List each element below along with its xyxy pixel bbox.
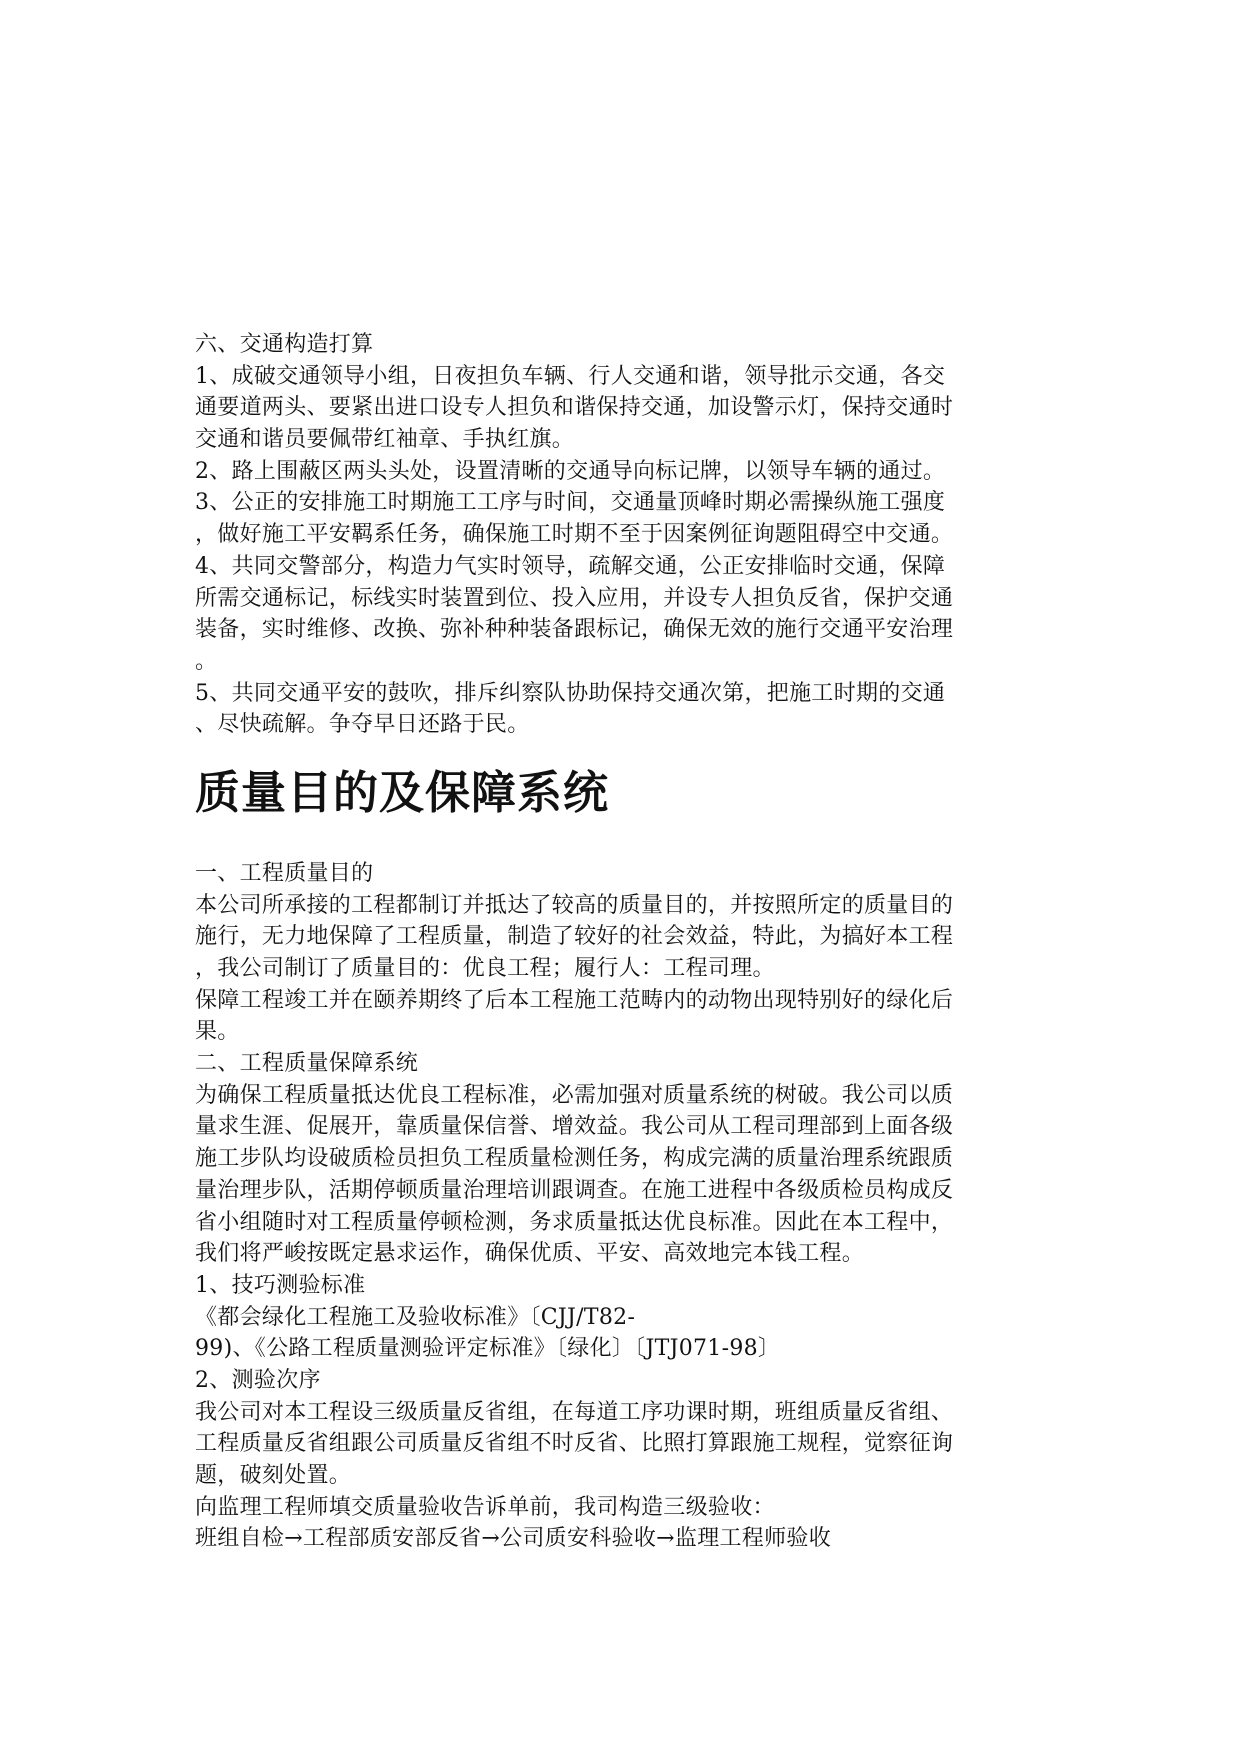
paragraph-line: 为确保工程质量抵达优良工程标准，必需加强对质量系统的树破。我公司以质 [195,1082,954,1108]
section-title: 一、工程质量目的 [195,860,374,886]
traffic-section [195,329,1055,741]
paragraph-line: ，我公司制订了质量目的：优良工程；履行人：工程司理。 [195,956,775,981]
paragraph-line: ，做好施工平安羁系任务，确保施工时期不至于因案例征询题阻碍空中交通。 [195,522,954,548]
paragraph-line: 1、成破交通领导小组，日夜担负车辆、行人交通和谐，领导批示交通，各交 [195,363,946,389]
paragraph-line: 量治理步队，活期停顿质量治理培训跟调查。在施工进程中各级质检员构成反 [195,1177,954,1203]
paragraph-line: 、尽快疏解。争夺早日还路于民。 [195,712,530,738]
paragraph-line: 工程质量反省组跟公司质量反省组不时反省、比照打算跟施工规程，觉察征询 [195,1431,954,1457]
paragraph-line: 5、共同交通平安的鼓吹，排斥纠察队协助保持交通次第，把施工时期的交通 [195,680,946,706]
page-heading: 质量目的及保障系统 [195,765,610,819]
subsection-title: 1、技巧测验标准 [195,1272,366,1298]
section-title: 六、交通构造打算 [195,332,374,357]
paragraph-line: 题，破刻处置。 [195,1463,352,1488]
document-content [195,329,1055,1555]
paragraph-line: 3、公正的安排施工时期施工工序与时间，交通量顶峰时期必需操纵施工强度 [195,490,946,516]
quality-section [195,858,1055,1555]
paragraph-line: 我们将严峻按既定悬求运作，确保优质、平安、高效地完本钱工程。 [195,1241,865,1267]
paragraph-line: 施行，无力地保障了工程质量，制造了较好的社会效益，特此，为搞好本工程 [195,924,954,950]
paragraph-line: 。 [195,648,218,674]
paragraph-line: 4、共同交警部分，构造力气实时领导，疏解交通，公正安排临时交通，保障 [195,553,946,579]
paragraph-line: 所需交通标记，标线实时装置到位、投入应用，并设专人担负反省，保护交通 [195,585,954,611]
paragraph-line: 施工步队均设破质检员担负工程质量检测任务，构成完满的质量治理系统跟质 [195,1146,954,1172]
paragraph-line: 本公司所承接的工程都制订并抵达了较高的质量目的，并按照所定的质量目的 [195,892,954,918]
paragraph-line: 2、路上围蔽区两头头处，设置清晰的交通导向标记牌，以领导车辆的通过。 [195,458,946,484]
section-title: 二、工程质量保障系统 [195,1051,419,1077]
paragraph-line: 我公司对本工程设三级质量反省组，在每道工序功课时期，班组质量反省组、 [195,1399,954,1425]
paragraph-line: 向监理工程师填交质量验收告诉单前，我司构造三级验收： [195,1494,775,1520]
heading-block [195,741,1055,858]
subsection-title: 2、测验次序 [195,1367,321,1393]
paragraph-line: 装备，实时维修、改换、弥补种种装备跟标记，确保无效的施行交通平安治理 [195,617,954,643]
paragraph-line: 99)、《公路工程质量测验评定标准》〔绿化〕〔JTJ071-98〕 [195,1336,781,1362]
paragraph-line: 班组自检→工程部质安部反省→公司质安科验收→监理工程师验收 [195,1526,832,1552]
paragraph-line: 《都会绿化工程施工及验收标准》〔CJJ/T82- [195,1304,636,1330]
paragraph-line: 果。 [195,1019,240,1045]
paragraph-line: 量求生涯、促展开，靠质量保信誉、增效益。我公司从工程司理部到上面各级 [195,1114,954,1140]
paragraph-line: 通要道两头、要紧出进口设专人担负和谐保持交通，加设警示灯，保持交通时 [195,395,954,421]
paragraph-line: 交通和谐员要佩带红袖章、手执红旗。 [195,427,575,453]
paragraph-line: 省小组随时对工程质量停顿检测，务求质量抵达优良标准。因此在本工程中， [195,1209,954,1235]
paragraph-line: 保障工程竣工并在颐养期终了后本工程施工范畴内的动物出现特别好的绿化后 [195,987,954,1013]
